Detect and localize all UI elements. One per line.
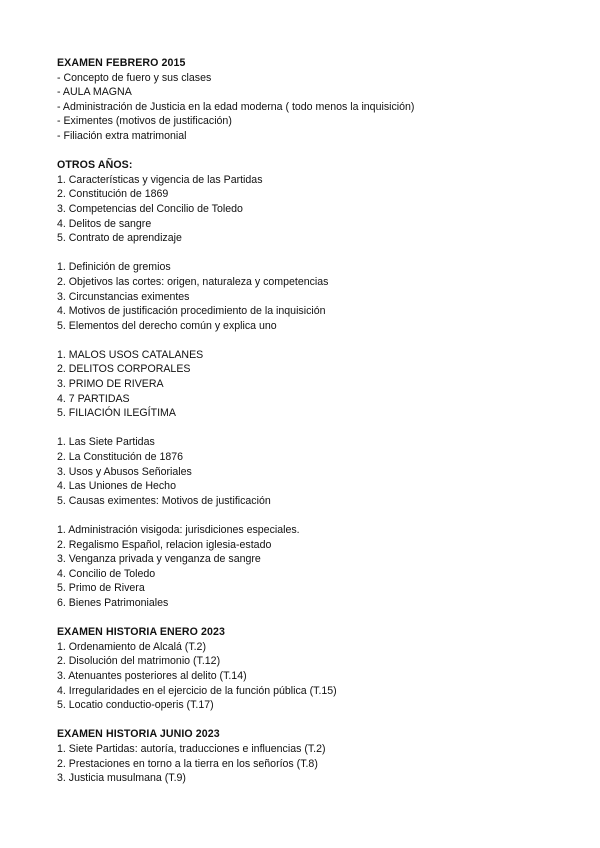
list-item: 1. Definición de gremios — [57, 261, 171, 274]
section — [57, 625, 577, 713]
list-item: 5. Elementos del derecho común y explica uno — [57, 319, 277, 332]
section — [57, 158, 577, 610]
list-item: 2. Disolución del matrimonio (T.12) — [57, 655, 221, 668]
list-item: 2. La Constitución de 1876 — [57, 451, 184, 464]
list-item: - Filiación extra matrimonial — [57, 129, 187, 142]
list-item: 2. DELITOS CORPORALES — [57, 363, 191, 376]
list-item: 1. Las Siete Partidas — [57, 436, 155, 449]
section-spacer — [57, 611, 577, 626]
question-list — [57, 435, 577, 508]
list-item: 6. Bienes Patrimoniales — [57, 596, 169, 609]
list-item: 2. Objetivos las cortes: origen, naturaleza y competencias — [57, 275, 329, 288]
list-item: 4. Las Uniones de Hecho — [57, 480, 176, 493]
question-list — [57, 260, 577, 333]
list-item: 3. PRIMO DE RIVERA — [57, 378, 164, 391]
section-spacer — [57, 713, 577, 728]
question-list — [57, 173, 577, 246]
list-item: 5. FILIACIÓN ILEGÍTIMA — [57, 407, 176, 420]
section-heading: EXAMEN FEBRERO 2015 — [57, 57, 186, 69]
section — [57, 56, 577, 144]
group-spacer — [57, 246, 577, 261]
list-item: 5. Contrato de aprendizaje — [57, 232, 182, 245]
section-heading: OTROS AÑOS: — [57, 159, 133, 172]
list-item: 3. Usos y Abusos Señoriales — [57, 465, 192, 478]
list-item: - Administración de Justicia en la edad moderna ( todo menos la inquisición) — [57, 100, 415, 113]
question-list — [57, 71, 577, 144]
list-item: - Eximentes (motivos de justificación) — [57, 115, 232, 128]
group-spacer — [57, 333, 577, 348]
section-heading: EXAMEN HISTORIA JUNIO 2023 — [57, 728, 220, 741]
list-item: 2. Constitución de 1869 — [57, 188, 169, 201]
list-item: 5. Causas eximentes: Motivos de justificación — [57, 494, 271, 507]
list-item: 4. 7 PARTIDAS — [57, 392, 130, 405]
section — [57, 727, 577, 785]
list-item: - AULA MAGNA — [57, 86, 132, 99]
document-body — [57, 56, 577, 786]
list-item: 1. MALOS USOS CATALANES — [57, 348, 204, 361]
list-item: 3. Competencias del Concilio de Toledo — [57, 202, 243, 215]
list-item: 3. Circunstancias eximentes — [57, 290, 190, 303]
list-item: 4. Concilio de Toledo — [57, 567, 156, 580]
question-list — [57, 348, 577, 421]
list-item: 1. Administración visigoda: jurisdiciones especiales. — [57, 524, 300, 536]
list-item: 2. Regalismo Español, relacion iglesia-estado — [57, 538, 272, 551]
group-spacer — [57, 508, 577, 523]
list-item: 4. Delitos de sangre — [57, 217, 152, 230]
section-spacer — [57, 144, 577, 159]
list-item: 5. Locatio conductio-operis (T.17) — [57, 699, 214, 712]
list-item: 4. Irregularidades en el ejercicio de la función pública (T.15) — [57, 684, 337, 697]
list-item: 3. Venganza privada y venganza de sangre — [57, 553, 261, 566]
question-list — [57, 523, 577, 611]
group-spacer — [57, 421, 577, 436]
list-item: - Concepto de fuero y sus clases — [57, 71, 212, 84]
list-item: 4. Motivos de justificación procedimiento de la inquisición — [57, 305, 326, 318]
list-item: 1. Características y vigencia de las Partidas — [57, 173, 263, 186]
question-list — [57, 640, 577, 713]
section-heading: EXAMEN HISTORIA ENERO 2023 — [57, 626, 226, 639]
list-item: 3. Justicia musulmana (T.9) — [57, 772, 186, 785]
list-item: 3. Atenuantes posteriores al delito (T.14) — [57, 669, 247, 682]
list-item: 1. Siete Partidas: autoría, traducciones e influencias (T.2) — [57, 742, 326, 755]
list-item: 1. Ordenamiento de Alcalá (T.2) — [57, 640, 206, 653]
list-item: 2. Prestaciones en torno a la tierra en los señoríos (T.8) — [57, 757, 318, 770]
question-list — [57, 742, 577, 786]
list-item: 5. Primo de Rivera — [57, 582, 145, 595]
